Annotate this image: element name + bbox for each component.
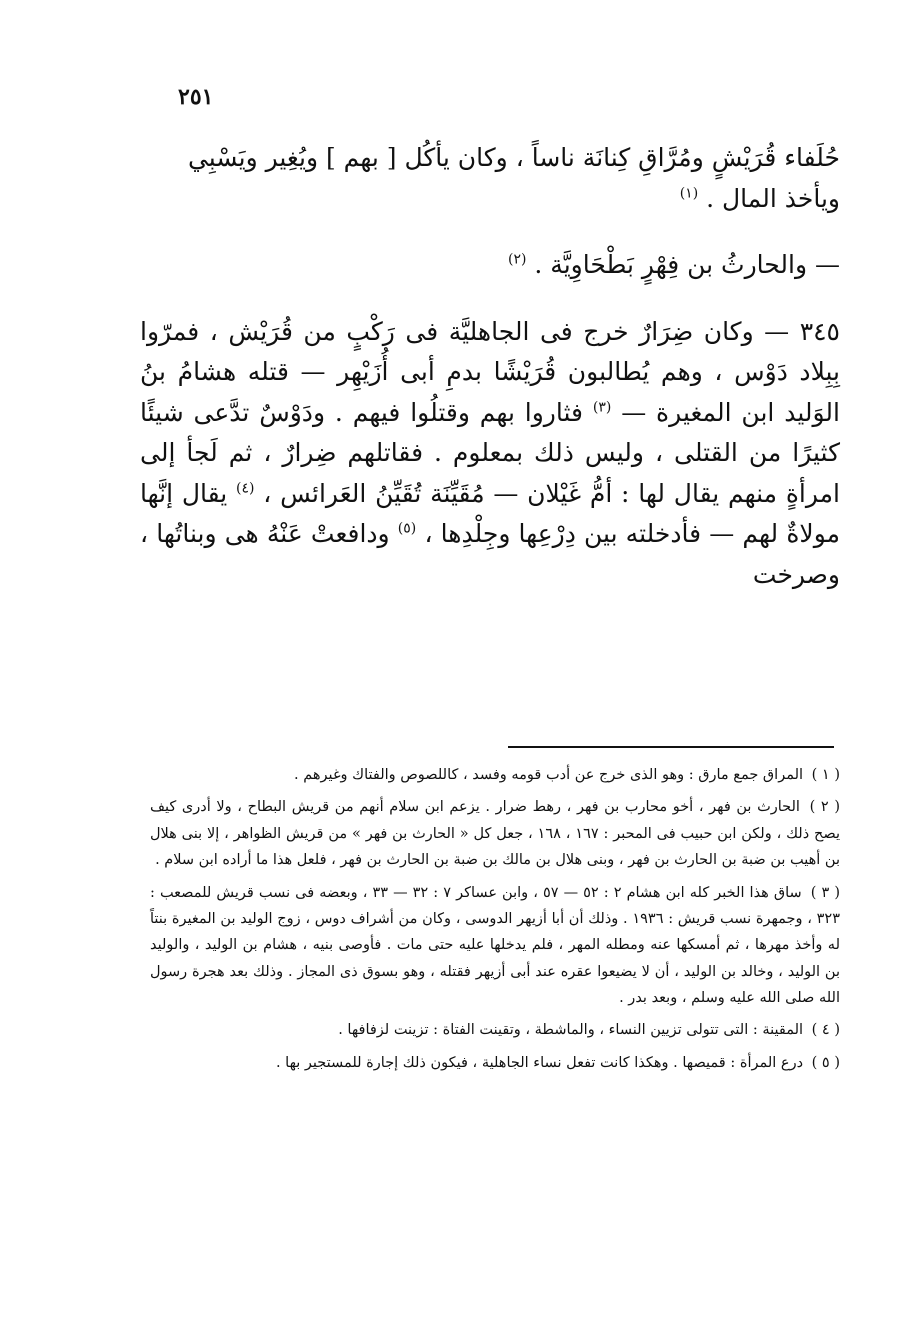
footnote-1 — [150, 762, 840, 788]
page-number: ٢٥١ — [178, 84, 214, 110]
footnote-2 — [150, 794, 840, 873]
footnote-divider — [508, 746, 834, 748]
paragraph-345 — [140, 312, 840, 596]
footnote-4 — [150, 1017, 840, 1043]
footnote-ref-2: (٢) — [507, 251, 527, 268]
intro-text: حُلَفاء قُرَيْشٍ ومُرَّاقِ كِنانَة ناساً ، وكان يأكُل [ بهم ] ويُغِير ويَسْبِي ويأخذ المال . — [187, 143, 840, 213]
footnote-text: المقينة : التى تتولى تزيين النساء ، والماشطة ، وتقينت الفتاة : تزينت لزفافها . — [338, 1022, 804, 1039]
footnote-3 — [150, 880, 840, 1012]
footnote-number: ( ٢ ) — [809, 799, 840, 816]
footnote-text: الحارث بن فهر ، أخو محارب بن فهر ، رهط ضرار . يزعم ابن سلام أنهم من قريش البطاح ، ولا أدرى كيف يصح ذلك ، ولكن ابن حبيب فى المحبر : ١٦٧ ، ١٦٨ ، جعل كل « الحارث بن فهر » من قريش الظواهر ، إلا بنى هلال بن أهيب بن ضبة بن الحارث بن فهر ، وبنى هلال بن مالك بن ضبة بن الحارث بن فهر ، فلعل هذا ما أراده ابن سلام . — [150, 799, 840, 869]
footnote-ref-3: (٣) — [592, 399, 612, 416]
footnote-text: المراق جمع مارق : وهو الذى خرج عن أدب قومه وفسد ، كاللصوص والفتاك وغيرهم . — [294, 767, 804, 783]
footnote-number: ( ٤ ) — [811, 1022, 840, 1039]
footnotes — [150, 762, 840, 1082]
footnote-number: ( ٥ ) — [811, 1054, 840, 1071]
footnote-5 — [150, 1050, 840, 1076]
footnote-number: ( ٣ ) — [810, 884, 840, 901]
paragraph-text-c: يقال إنَّها مولاةٌ لهم — فأدخلته بين دِرْعِها وجِلْدِها ، — [140, 478, 840, 548]
intro-paragraph — [140, 138, 840, 219]
footnote-ref-5: (٥) — [397, 520, 417, 537]
paragraph-text-a: ٣٤٥ — وكان ضِرَارٌ خرج فى الجاهليَّة فى رَكْبٍ من قُرَيْش ، فمرّوا بِبِلاد دَوْس ، وهم يُطالبون قُرَيْشًا بدمِ أبى أُزَيْهِر — قتله هشامُ بنُ الوَليد ابن المغيرة — — [140, 316, 840, 427]
footnote-ref-1: (١) — [679, 185, 699, 202]
footnote-text: درع المرأة : قميصها . وهكذا كانت تفعل نساء الجاهلية ، فيكون ذلك إجارة للمستجير بها . — [275, 1054, 804, 1071]
paragraph-text-b: فثاروا بهم وقتلُوا فيهم . ودَوْسٌ تدَّعى شيئًا كثيرًا من القتلى ، وليس ذلك بمعلوم . فقاتلهم ضِرارٌ ، ثم لَجأ إلى امرأةٍ منهم يقال لها : أمُّ غَيْلان — مُقَيِّنَة تُقَيِّنُ العَرائس ، — [140, 397, 841, 508]
main-text — [140, 138, 840, 595]
section-heading — [140, 245, 840, 286]
heading-text: — والحارثُ بن فِهْرٍ بَطْحَاوِيَّة . — [534, 250, 840, 279]
paragraph-text-d: ودافعتْ عَنْهُ هى وبناتُها ، وصرخت — [140, 519, 840, 589]
footnote-ref-4: (٤) — [236, 480, 255, 497]
footnote-number: ( ١ ) — [811, 767, 840, 783]
footnote-text: ساق هذا الخبر كله ابن هشام ٢ : ٥٢ — ٥٧ ، وابن عساكر ٧ : ٣٢ — ٣٣ ، وبعضه فى نسب قريش للمصعب : ٣٢٣ ، وجمهرة نسب قريش : ١٩٣٦ . وذلك أن أبا أزيهر الدوسى ، وكان من أشراف دوس ، زوج الوليد بن المغيرة بنتاً له وأخذ مهرها ، ثم أمسكها عنه ومطله المهر ، فلم يدخلها عليه حتى مات . فأوصى بنيه ، هشام بن الوليد ، والوليد بن الوليد ، وخالد بن الوليد ، أن لا يضيعوا عقره عند أبى أزيهر فقتله ، وهو بسوق ذى المجاز . وذلك بعد هجرة رسول الله صلى الله عليه وسلم ، وبعد بدر . — [150, 884, 840, 1006]
